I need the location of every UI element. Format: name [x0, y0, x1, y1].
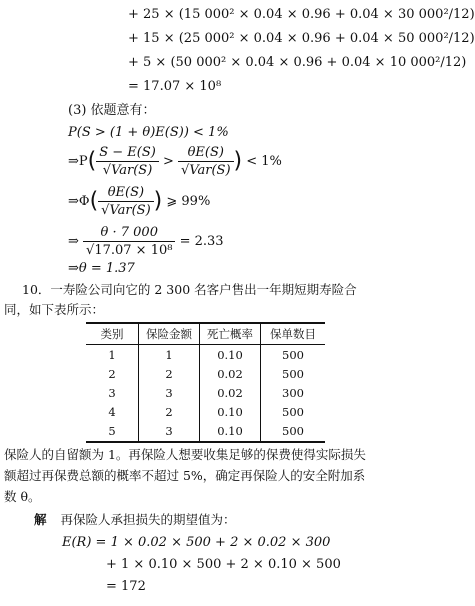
inequality-4	[68, 226, 224, 257]
problem10-intro-line2: 同，如下表所示：	[4, 302, 105, 317]
ineq4-frac-num: θ · 7 000	[100, 225, 158, 240]
table-cell: 5	[86, 422, 139, 442]
ineq2-frac2-num: θE(S)	[187, 145, 224, 160]
table-cell: 500	[261, 364, 326, 383]
solution-text: 再保险人承担损失的期望值为：	[60, 512, 236, 527]
table-cell: 0.02	[200, 383, 261, 402]
ineq3-prefix: ⇒Φ	[68, 194, 90, 209]
variance-term-3: + 5 × (50 000² × 0.04 × 0.96 + 0.04 × 10 000²/12)	[128, 55, 467, 70]
ineq4-prefix: ⇒	[68, 234, 79, 249]
problem10-body-line3: 数 θ。	[4, 489, 41, 504]
theta-answer: ⇒θ = 1.37	[68, 261, 135, 276]
inequality-2: ⇒P( $\frac{S - E(S)}{\text{√Var(S)}}$ > $\frac{\theta E(S)}{\text{√Var(S)}}$ ) < 1%	[68, 145, 282, 178]
ineq2-frac2-den: √Var(S)	[178, 161, 234, 177]
table-cell: 0.10	[200, 422, 261, 442]
table-cell: 500	[261, 345, 326, 365]
table-cell: 2	[139, 403, 200, 422]
ineq4-suffix: = 2.33	[179, 234, 224, 249]
problem10-intro-line1: 10．一寿险公司向它的 2 300 名客户售出一年期短期寿险合	[22, 282, 357, 297]
ineq2-suffix: < 1%	[246, 154, 282, 169]
expectation-eq-1: E(R) = 1 × 0.02 × 500 + 2 × 0.02 × 300	[62, 535, 331, 550]
table-cell: 300	[261, 383, 326, 402]
ineq2-frac1-den: √Var(S)	[96, 161, 159, 177]
table-cell: 0.10	[200, 345, 261, 365]
ineq3-frac-den: √Var(S)	[98, 201, 154, 217]
ineq2-frac1-num: S − E(S)	[99, 145, 156, 160]
table-cell: 0.02	[200, 364, 261, 383]
table-cell: 500	[261, 422, 326, 442]
variance-result: = 17.07 × 10⁸	[128, 79, 222, 94]
table-row	[86, 364, 325, 383]
table-row	[86, 383, 325, 402]
policy-table	[86, 322, 325, 443]
problem10-body-line2: 额超过再保费总额的概率不超过 5%，确定再保险人的安全附加系	[4, 468, 366, 483]
inequality-1: P(S > (1 + θ)E(S)) < 1%	[68, 125, 229, 140]
table-row	[86, 422, 325, 442]
table-cell: 2	[139, 364, 200, 383]
table-cell: 1	[139, 345, 200, 365]
expectation-eq-2: + 1 × 0.10 × 500 + 2 × 0.10 × 500	[106, 557, 341, 572]
ineq3-suffix: ⩾ 99%	[166, 194, 211, 209]
table-cell: 500	[261, 403, 326, 422]
part3-heading: (3) 依题意有：	[68, 103, 156, 118]
header-policy-count: 保单数目	[261, 323, 326, 345]
problem10-body-line1: 保险人的自留额为 1。再保险人想要收集足够的保费使得实际损失	[4, 447, 366, 462]
ineq2-prefix: ⇒P	[68, 154, 88, 169]
inequality-3: ⇒Φ( $\frac{\theta E(S)}{\text{√Var(S)}}$ ) ⩾ 99%	[68, 185, 211, 218]
solution-label: 解	[34, 512, 47, 527]
ineq2-relation: >	[162, 154, 174, 169]
table-cell: 0.10	[200, 403, 261, 422]
variance-term-1: + 25 × (15 000² × 0.04 × 0.96 + 0.04 × 30 000²/12)	[128, 7, 475, 22]
table-cell: 1	[108, 347, 116, 362]
table-cell: 2	[108, 366, 116, 381]
solution-intro	[34, 514, 236, 527]
table-row	[86, 345, 325, 365]
variance-term-2: + 15 × (25 000² × 0.04 × 0.96 + 0.04 × 50 000²/12)	[128, 31, 475, 46]
table-cell: 4	[108, 405, 116, 420]
table-cell: 3	[139, 383, 200, 402]
expectation-eq-3: = 172	[106, 579, 146, 594]
header-death-prob: 死亡概率	[200, 323, 261, 345]
header-amount: 保险金额	[139, 323, 200, 345]
ineq4-frac-den: √17.07 × 10⁸	[83, 241, 175, 257]
table-row	[86, 403, 325, 422]
header-category: 类别	[86, 323, 139, 345]
table-cell: 3	[139, 422, 200, 442]
table-cell: 3	[108, 385, 116, 400]
ineq3-frac-num: θE(S)	[107, 185, 145, 200]
table-header-row	[86, 323, 325, 345]
problem10-body	[4, 444, 366, 507]
